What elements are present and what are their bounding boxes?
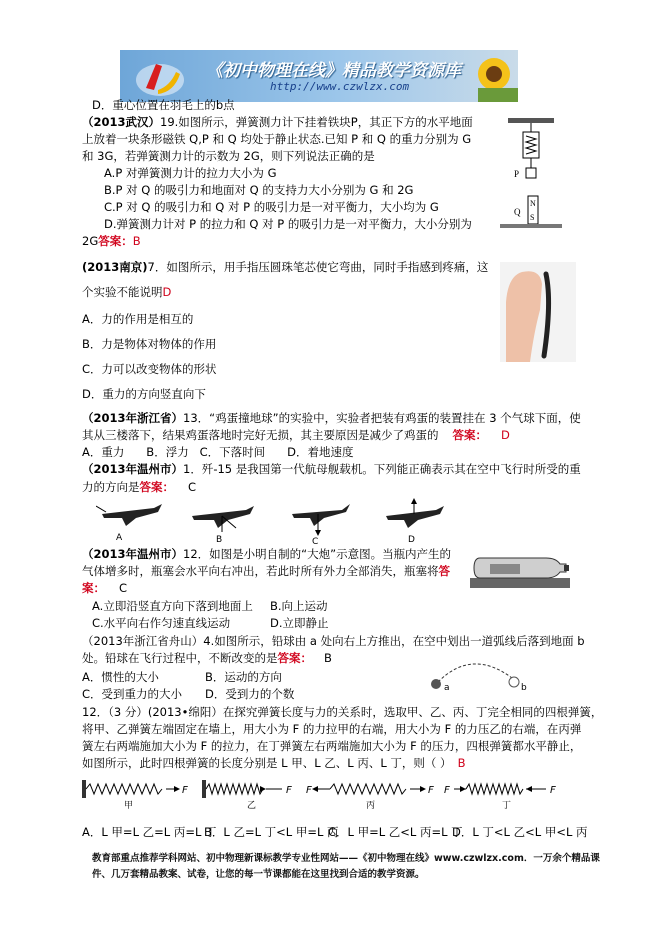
q4-text2: 力的方向是: [82, 480, 140, 494]
q5-line3: [82, 581, 127, 596]
sunflower-icon: [458, 50, 518, 102]
q5-option-c: C.水平向右作匀速直线运动: [92, 616, 231, 630]
spring-yi-label: 乙: [247, 801, 257, 810]
q3-answer: D: [501, 428, 510, 442]
q2-text1: 7．如图所示，用手指压圆珠笔芯使它弯曲，同时手指感到疼痛，这: [147, 260, 489, 274]
force-f-6: F: [550, 785, 556, 796]
q6-figure: [420, 656, 530, 694]
label-n: N: [530, 199, 536, 208]
q1-option-d: D.弹簧测力计对 P 的拉力和 Q 对 P 的吸引力是一对平衡力，大小分别为: [104, 217, 472, 231]
footer: [92, 851, 612, 883]
q5-line1: [82, 547, 451, 562]
trajectory: [438, 664, 512, 682]
q7-option-c: C．L 甲=L 乙<L 丙=L 丁: [328, 825, 463, 839]
q2-line1: [82, 260, 488, 275]
q1-figure: [500, 116, 562, 234]
q1-line3: 和 3G，若弹簧测力计的示数为 2G，则下列说法正确的是: [82, 149, 375, 163]
q2-option-b: B．力是物体对物体的作用: [82, 337, 217, 351]
label-q: Q: [514, 207, 521, 217]
q4-line2: [82, 480, 196, 495]
banner-url: http://www.czwlzx.com: [270, 80, 410, 93]
jet-d-label: D: [408, 535, 415, 545]
prev-option-d: D．重心位置在羽毛上的b点: [92, 98, 235, 112]
q2-text2: 个实验不能说明: [82, 285, 163, 299]
q2-figure: [500, 262, 576, 362]
force-f-5: F: [444, 785, 450, 796]
q1-answer-label: 答案：: [98, 234, 133, 248]
spring-jia: [82, 780, 188, 810]
spring-ding-label: 丁: [502, 801, 512, 810]
q3-options: A．重力 B．浮力 C．下落时间 D．着地速度: [82, 445, 354, 459]
footer-line1: 教育部重点推荐学科网站、初中物理新课标教学专业性网站——《初中物理在线》www.czwlzx.com．一万余个精品课: [92, 853, 600, 864]
q5-line2: [82, 564, 450, 579]
footer-line2: 件、几万套精品教案、试卷，让您的每一节课都能在这里找到合适的教学资源。: [92, 869, 425, 880]
q1-line1: [82, 115, 473, 130]
q2-source: (2013南京): [82, 260, 148, 274]
point-b-label: b: [521, 683, 527, 693]
q1-text1: 19.如图所示，弹簧测力计下挂着铁块P，其正下方的水平地面: [160, 115, 473, 129]
force-f-3: F: [306, 785, 312, 796]
q5-text2: 气体增多时，瓶塞会水平向右冲出，若此时所有外力全部消失，瓶塞将: [82, 564, 439, 578]
q6-answer-label: 答案：: [277, 651, 312, 665]
q6-option-d: D．受到力的个数: [205, 687, 295, 701]
q7-line4: [82, 756, 465, 771]
bottle-contents: [490, 564, 520, 574]
q7-line2: 将甲、乙弹簧左端固定在墙上，用大小为 F 的力拉甲的右端，用大小为 F 的力压乙的右端，在丙弹: [82, 722, 582, 736]
jet-a: [96, 504, 162, 543]
q2-option-a: A．力的作用是相互的: [82, 312, 194, 326]
q5-answer: C: [119, 581, 128, 595]
spring-bing-label: 丙: [366, 801, 376, 810]
force-f-4: F: [428, 785, 434, 796]
point-a-label: a: [444, 683, 450, 693]
q3-line2: [82, 428, 510, 443]
q6-text1: 4.如图所示，铅球由 a 处向右上方推出，在空中划出一道弧线后落到地面 b: [203, 634, 585, 648]
q6-option-b: B．运动的方向: [205, 670, 282, 684]
force-f-1: F: [182, 785, 188, 796]
ceiling: [508, 118, 554, 123]
q2-answer: D: [162, 285, 172, 299]
q6-source: （2013年浙江省舟山）: [82, 634, 204, 648]
q3-text1: 13．“鸡蛋撞地球”的实验中，实验者把装有鸡蛋的装置挂在 3 个气球下面，使: [183, 411, 581, 425]
cork: [564, 565, 569, 571]
spring-jia-label: 甲: [124, 801, 134, 810]
q4-text1: 1．歼-15 是我国第一代航母舰载机。下列能正确表示其在空中飞行时所受的重: [183, 462, 581, 476]
q2-line2: [82, 285, 171, 300]
q5-text1: 12．如图是小明自制的“大炮”示意图。当瓶内产生的: [183, 547, 452, 561]
q6-text2: 处。铅球在飞行过程中，不断改变的是: [82, 651, 278, 665]
ball-b: [509, 677, 519, 687]
q6-answer: B: [324, 651, 332, 665]
logo-icon: [126, 50, 196, 102]
iron-block-p: [526, 168, 536, 178]
q6-line2: [82, 651, 332, 666]
q5-answer-label-2: 案：: [82, 581, 105, 595]
ground: [500, 224, 562, 228]
q6-option-c: C．受到重力的大小: [82, 687, 183, 701]
q1-line-end: [82, 234, 141, 249]
ball-a: [431, 679, 441, 689]
q2-option-c: C．力可以改变物体的形状: [82, 362, 217, 376]
q7-line1: 12．（3 分）(2013•绵阳）在探究弹簧长度与力的关系时，选取甲、乙、丙、丁完全相同的四根弹簧，: [82, 705, 603, 719]
spring-ding: [444, 784, 556, 810]
q5-option-a: A.立即沿竖直方向下落到地面上: [92, 599, 253, 613]
q6-option-a: A．惯性的大小: [82, 670, 159, 684]
q7-option-d: D．L 丁<L 乙<L 甲<L 丙: [452, 825, 588, 839]
q4-answer-label: 答案：: [139, 480, 174, 494]
q5-answer-label-1: 答: [438, 564, 450, 578]
header-banner: [120, 50, 518, 102]
q1-option-a: A.P 对弹簧测力计的拉力大小为 G: [104, 166, 277, 180]
q3-line1: [82, 411, 581, 426]
q2-option-d: D．重力的方向竖直向下: [82, 387, 206, 401]
q4-answer: C: [188, 480, 197, 494]
jet-a-label: A: [116, 533, 123, 543]
q7-figure: [82, 778, 572, 810]
banner-title: 《初中物理在线》精品教学资源库: [206, 61, 461, 81]
jet-d: [386, 498, 444, 545]
q3-answer-label: 答案：: [452, 428, 487, 442]
label-p: P: [514, 169, 520, 179]
q7-answer: B: [457, 756, 466, 770]
q7-line3: 簧左右两端施加大小为 F 的拉力，在丁弹簧左右两端施加大小为 F 的压力，四根弹簧都水平静止，: [82, 739, 582, 753]
q5-option-b: B.向上运动: [270, 599, 328, 613]
q3-text2: 其从三楼落下，结果鸡蛋落地时完好无损，其主要原因是减少了鸡蛋的: [82, 428, 439, 442]
spring-yi: [202, 780, 292, 810]
q3-source: （2013年浙江省）: [82, 411, 184, 425]
q1-line2: 上放着一块条形磁铁 Q,P 和 Q 均处于静止状态.已知 P 和 Q 的重力分别为 G: [82, 132, 472, 146]
q1-option-d-cont: 2G: [82, 234, 99, 248]
table: [470, 578, 570, 588]
jet-c-label: C: [312, 537, 319, 546]
q5-figure: [470, 548, 570, 592]
q6-line1: [82, 634, 585, 649]
jet-c: [292, 504, 350, 546]
q7-text4: 如图所示，此时四根弹簧的长度分别是 L 甲、L 乙、L 丙、L 丁，则（ ）: [82, 756, 452, 770]
q4-source: （2013年温州市）: [82, 462, 184, 476]
jet-b-label: B: [216, 535, 223, 545]
q4-figure: [96, 498, 536, 546]
q1-source: （2013武汉）: [82, 115, 161, 129]
q7-option-b: B．L 乙=L 丁<L 甲=L 丙: [204, 825, 339, 839]
spring-bing: [306, 784, 434, 810]
q1-option-c: C.P 对 Q 的吸引力和 Q 对 P 的吸引力是一对平衡力，大小均为 G: [104, 200, 439, 214]
q1-answer: B: [132, 234, 141, 248]
q4-line1: [82, 462, 581, 477]
q5-option-d: D.立即静止: [270, 616, 329, 630]
force-f-2: F: [286, 785, 292, 796]
q5-source: （2013年温州市）: [82, 547, 184, 561]
q7-option-a: A．L 甲=L 乙=L 丙=L 丁: [82, 825, 217, 839]
q1-option-b: B.P 对 Q 的吸引力和地面对 Q 的支持力大小分别为 G 和 2G: [104, 183, 414, 197]
label-s: S: [530, 213, 535, 222]
jet-b: [192, 506, 254, 545]
